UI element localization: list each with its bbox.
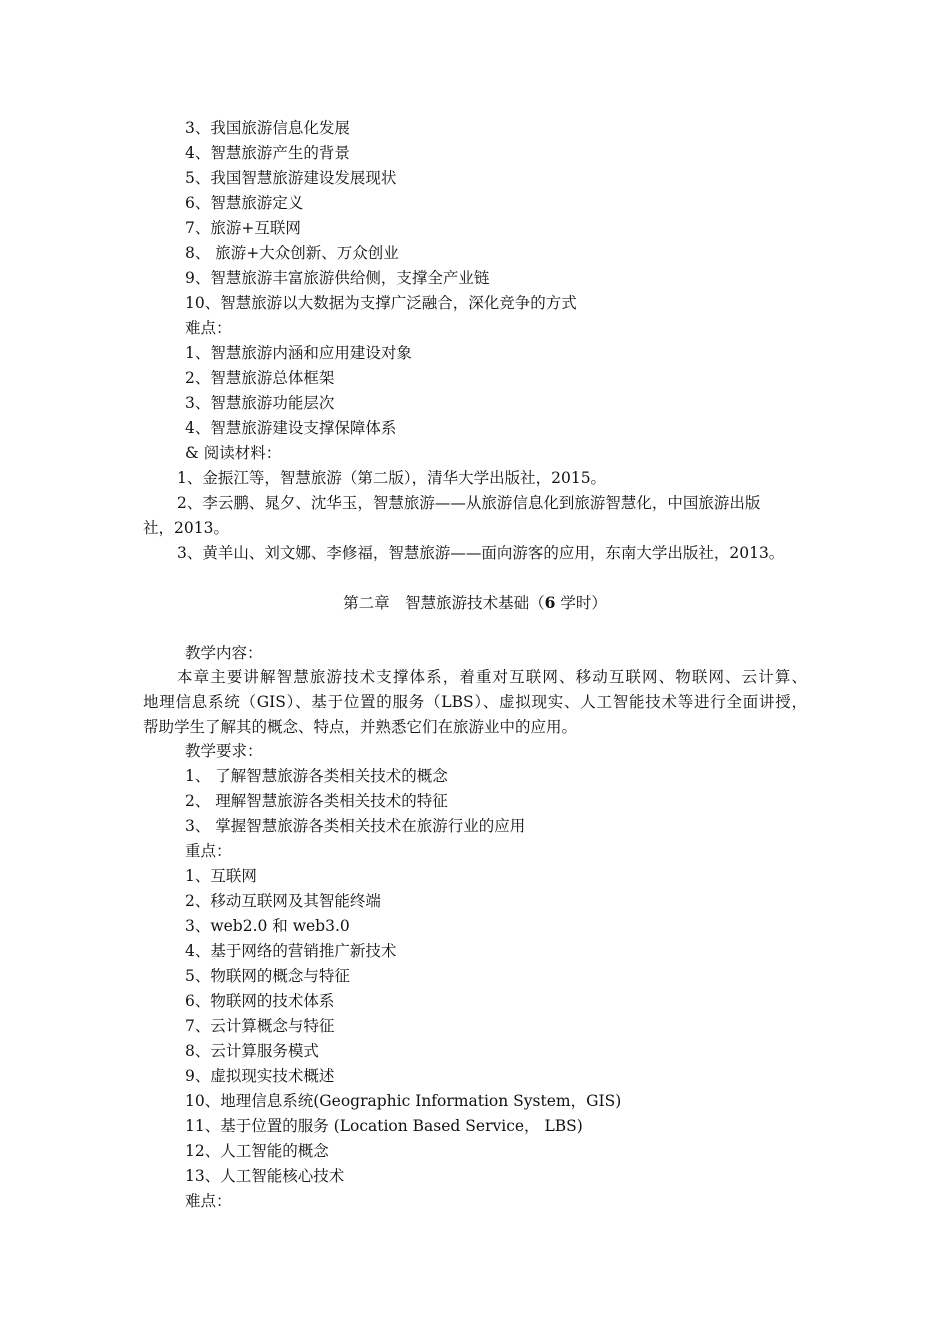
list-item: 1、智慧旅游内涵和应用建设对象	[185, 344, 412, 362]
list-item: 4、智慧旅游建设支撑保障体系	[185, 419, 397, 437]
list-item: 3、智慧旅游功能层次	[185, 394, 335, 412]
list-item: 3、web2.0 和 web3.0	[185, 917, 350, 935]
list-item: 8、 旅游+大众创新、万众创业	[185, 244, 399, 262]
list-item: 1、 了解智慧旅游各类相关技术的概念	[185, 767, 448, 785]
list-item: 9、智慧旅游丰富旅游供给侧，支撑全产业链	[185, 269, 490, 287]
paragraph-line: 帮助学生了解其的概念、特点，并熟悉它们在旅游业中的应用。	[143, 718, 578, 736]
section-label-reading: & 阅读材料：	[185, 444, 282, 462]
reference-item: 2、李云鹏、晁夕、沈华玉，智慧旅游——从旅游信息化到旅游智慧化，中国旅游出版	[177, 494, 761, 512]
list-item: 5、我国智慧旅游建设发展现状	[185, 169, 397, 187]
section-label-difficulties: 难点：	[185, 319, 232, 337]
reference-item-continuation: 社，2013。	[143, 519, 229, 537]
list-item: 3、我国旅游信息化发展	[185, 119, 350, 137]
paragraph-line: 本章主要讲解智慧旅游技术支撑体系，着重对互联网、移动互联网、物联网、云计算、	[177, 668, 807, 686]
section-label-requirements: 教学要求：	[185, 742, 263, 760]
list-item: 12、人工智能的概念	[185, 1142, 329, 1160]
reference-item: 1、金振江等，智慧旅游（第二版），清华大学出版社，2015。	[177, 469, 607, 487]
chapter-heading	[0, 593, 950, 613]
chapter-hours: 6	[544, 593, 556, 612]
list-item: 2、智慧旅游总体框架	[185, 369, 335, 387]
list-item: 11、基于位置的服务 (Location Based Service， LBS)	[185, 1117, 583, 1135]
list-item: 2、 理解智慧旅游各类相关技术的特征	[185, 792, 448, 810]
list-item: 3、 掌握智慧旅游各类相关技术在旅游行业的应用	[185, 817, 526, 835]
list-item: 7、旅游+互联网	[185, 219, 301, 237]
list-item: 5、物联网的概念与特征	[185, 967, 350, 985]
section-label-content: 教学内容：	[185, 644, 263, 662]
list-item: 6、物联网的技术体系	[185, 992, 335, 1010]
list-item: 1、互联网	[185, 867, 257, 885]
list-item: 6、智慧旅游定义	[185, 194, 304, 212]
list-item: 4、智慧旅游产生的背景	[185, 144, 350, 162]
list-item: 10、智慧旅游以大数据为支撑广泛融合，深化竞争的方式	[185, 294, 577, 312]
list-item: 8、云计算服务模式	[185, 1042, 319, 1060]
list-item: 13、人工智能核心技术	[185, 1167, 345, 1185]
list-item: 4、基于网络的营销推广新技术	[185, 942, 397, 960]
section-label-difficulties: 难点：	[185, 1192, 232, 1210]
list-item: 2、移动互联网及其智能终端	[185, 892, 381, 910]
reference-item: 3、黄羊山、刘文娜、李修福，智慧旅游——面向游客的应用，东南大学出版社，2013。	[177, 544, 785, 562]
list-item: 7、云计算概念与特征	[185, 1017, 335, 1035]
list-item: 10、地理信息系统(Geographic Information System，GIS)	[185, 1092, 622, 1110]
chapter-title: 第二章 智慧旅游技术基础（	[343, 594, 545, 612]
section-label-key-points: 重点：	[185, 842, 232, 860]
paragraph-line: 地理信息系统（GIS）、基于位置的服务（LBS）、虚拟现实、人工智能技术等进行全面讲授，	[143, 693, 807, 711]
chapter-title-suffix: 学时）	[555, 594, 607, 612]
list-item: 9、虚拟现实技术概述	[185, 1067, 335, 1085]
